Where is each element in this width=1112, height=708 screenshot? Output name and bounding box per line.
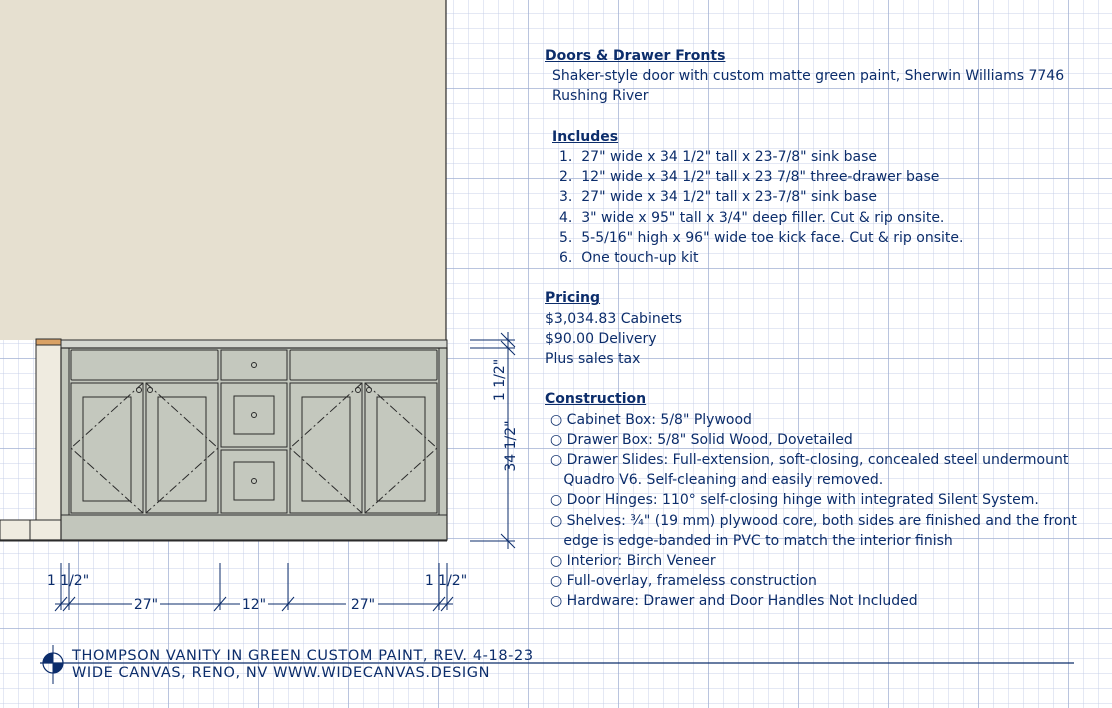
left-false-drawer: [71, 350, 218, 380]
includes-item: 1. 27" wide x 34 1/2" tall x 23-7/8" sink base: [559, 149, 877, 166]
pricing-heading: Pricing: [545, 290, 601, 307]
countertop: [61, 340, 447, 348]
base-block: [0, 520, 64, 540]
pricing-line: $90.00 Delivery: [545, 330, 657, 347]
drawer-base-width-label: 12": [241, 597, 267, 613]
left-filler-width-label: 1 1/2": [46, 573, 90, 589]
construction-item: ○ Interior: Birch Veneer: [550, 553, 716, 570]
left-door-2: [146, 383, 218, 513]
construction-item: ○ Shelves: ¾" (19 mm) plywood core, both sides are finished and the front: [550, 512, 1077, 529]
right-sink-base-width-label: 27": [350, 597, 376, 613]
doors-heading: Doors & Drawer Fronts: [545, 48, 726, 64]
top-drawer: [221, 350, 287, 380]
right-false-drawer: [290, 350, 437, 380]
construction-item: Quadro V6. Self-cleaning and easily removed.: [550, 472, 884, 489]
cabinet-height-label: 34 1/2": [503, 420, 519, 472]
left-sink-base-width-label: 27": [133, 597, 159, 613]
right-door-1: [290, 383, 362, 513]
construction-item: ○ Full-overlay, frameless construction: [550, 573, 817, 590]
company-info: WIDE CANVAS, RENO, NV WWW.WIDECANVAS.DESIGN: [72, 665, 491, 681]
right-filler-width-label: 1 1/2": [424, 573, 468, 589]
right-door-2: [365, 383, 437, 513]
construction-item: ○ Drawer Box: 5/8" Solid Wood, Dovetailed: [550, 431, 853, 448]
wall: [0, 0, 446, 340]
construction-item: edge is edge-banded in PVC to match the interior finish: [550, 532, 953, 549]
includes-item: 5. 5-5/16" high x 96" wide toe kick face. Cut & rip onsite.: [559, 229, 964, 246]
pricing-line: Plus sales tax: [545, 351, 641, 368]
construction-item: ○ Cabinet Box: 5/8" Plywood: [550, 411, 752, 428]
specification-notes: [545, 46, 1085, 612]
wood-trim-cap: [36, 339, 61, 345]
includes-item: 3. 27" wide x 34 1/2" tall x 23-7/8" sink base: [559, 189, 877, 206]
includes-item: 2. 12" wide x 34 1/2" tall x 23 7/8" three-drawer base: [559, 169, 940, 186]
includes-item: 4. 3" wide x 95" tall x 3/4" deep filler. Cut & rip onsite.: [559, 209, 945, 226]
construction-heading: Construction: [545, 391, 647, 408]
bottom-drawer: [221, 450, 287, 513]
construction-item: ○ Door Hinges: 110° self-closing hinge with integrated Silent System.: [550, 492, 1039, 509]
left-door-1: [71, 383, 143, 513]
drawing-title: THOMPSON VANITY IN GREEN CUSTOM PAINT, REV. 4-18-23: [72, 648, 534, 664]
countertop-height-label: 1 1/2": [492, 358, 508, 402]
includes-heading: Includes: [552, 128, 619, 145]
pricing-line: $3,034.83 Cabinets: [545, 310, 683, 327]
title-block: [72, 648, 534, 681]
middle-drawer: [221, 383, 287, 447]
construction-item: ○ Drawer Slides: Full-extension, soft-closing, concealed steel undermount: [550, 452, 1069, 469]
doors-description-line: Rushing River: [552, 88, 649, 105]
construction-item: ○ Hardware: Drawer and Door Handles Not Included: [550, 593, 918, 610]
left-filler-panel: [36, 345, 61, 520]
doors-description-line: Shaker-style door with custom matte green paint, Sherwin Williams 7746: [552, 68, 1065, 85]
includes-item: 6. One touch-up kit: [559, 250, 699, 267]
